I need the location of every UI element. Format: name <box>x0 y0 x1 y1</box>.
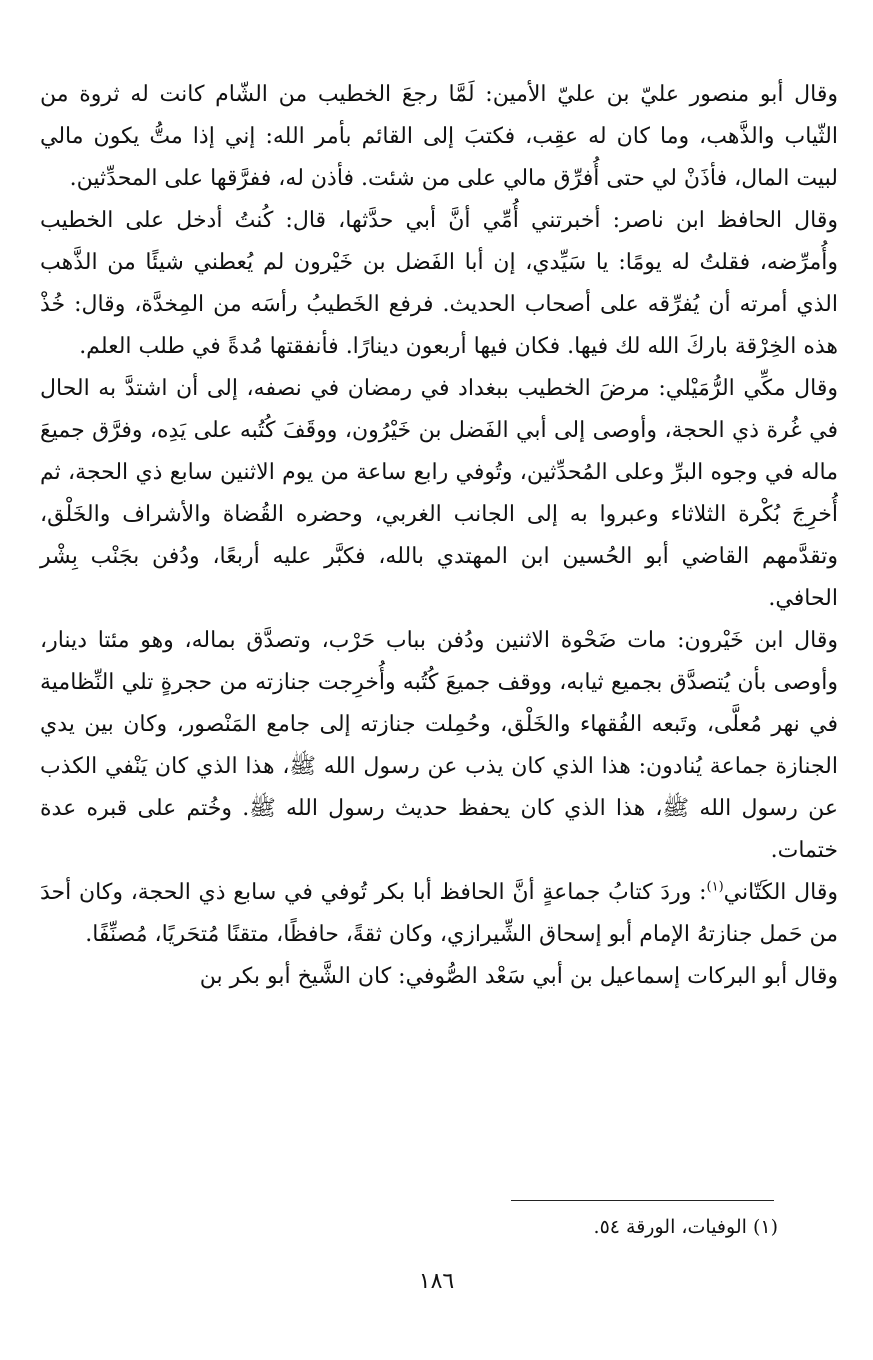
footnote-reference-marker: (١) <box>706 879 724 895</box>
paragraph-5-text-before: وقال الكَتّاني <box>723 880 838 905</box>
main-text-block <box>40 74 838 998</box>
paragraph-4-text: وقال ابن خَيْرون: مات ضَحْوة الاثنين ودُفن بباب حَرْب، وتصدَّق بماله، وهو مئتا دينار، وأوصى بأن يُتصدَّق بجميع ثيابه، ووقف جميعَ كُتُبه وأُخرِجت جنازته من حجرةٍ تلي النِّظامية في نهر مُعلَّى، وتَبعه الفُقهاء والخَلْق، وحُمِلت جنازته إلى جامع المَنْصور، وكان بين يدي الجنازة جماعة يُنادون: هذا الذي كان يذب عن رسول الله ﷺ، هذا الذي كان يَنْفي الكذب عن رسول الله ﷺ، هذا الذي كان يحفظ حديث رسول الله ﷺ. وخُتم على قبره عدة ختمات. <box>40 628 839 863</box>
paragraph-2-text: وقال الحافظ ابن ناصر: أخبرتني أُمِّي أنَّ أبي حدَّثها، قال: كُنتُ أدخل على الخطيب وأُمرِّضه، فقلتُ له يومًا: يا سَيِّدي، إن أبا الفَضل بن خَيْرون لم يُعطني شيئًا من الذَّهب الذي أمرته أن يُفرِّقه على أصحاب الحديث. فرفع الخَطيبُ رأسَه من المِخدَّة، وقال: خُذْ هذه الخِرْقة باركَ الله لك فيها. فكان فيها أربعون دينارًا. فأنفقتها مُدةً في طلب العلم. <box>40 208 838 359</box>
paragraph-1 <box>40 74 838 200</box>
paragraph-5-text-after: : وردَ كتابُ جماعةٍ أنَّ الحافظ أبا بكر تُوفي في سابع ذي الحجة، وكان أحدَ من حَمل جنازتهُ الإمام أبو إسحاق الشِّيرازي، وكان ثقةً، حافظًا، متقنًا مُتحَريًا، مُصنِّفًا. <box>40 880 838 947</box>
paragraph-6 <box>40 956 838 998</box>
paragraph-6-text: وقال أبو البركات إسماعيل بن أبي سَعْد الصُّوفي: كان الشَّيخ أبو بكر بن <box>199 964 838 989</box>
paragraph-5 <box>40 872 838 956</box>
paragraph-4 <box>40 620 838 872</box>
paragraph-1-text: وقال أبو منصور عليّ بن عليّ الأمين: لَمَّا رجعَ الخطيب من الشّام كانت له ثروة من الثّياب والذَّهب، وما كان له عقِب، فكتبَ إلى القائم بأمر الله: إني إذا متُّ يكون مالي لبيت المال، فأذَنْ لي حتى أُفرِّق مالي على من شئت. فأذن له، ففرَّقها على المحدِّثين. <box>40 82 838 191</box>
paragraph-3 <box>40 368 838 620</box>
footnote <box>420 1213 778 1241</box>
paragraph-3-text: وقال مكِّي الرُّمَيْلي: مرضَ الخطيب ببغداد في رمضان في نصفه، إلى أن اشتدَّ به الحال في غُرة ذي الحجة، وأوصى إلى أبي الفَضل بن خَيْرُون، ووقَفَ كُتُبه على يَدِه، وفرَّق جميعَ ماله في وجوه البرِّ وعلى المُحدِّثين، وتُوفي رابع ساعة من يوم الاثنين سابع ذي الحجة، ثم أُخرِجَ بُكْرة الثلاثاء وعبروا به إلى الجانب الغربي، وحضره القُضاة والأشراف والخَلْق، وتقدَّمهم القاضي أبو الحُسين ابن المهتدي بالله، فكبَّر عليه أربعًا، ودُفن بجَنْب بِشْر الحافي. <box>40 376 838 611</box>
paragraph-2 <box>40 200 838 368</box>
footnote-separator-line <box>511 1200 774 1201</box>
footnote-text: (١) الوفيات، الورقة ٥٤. <box>593 1216 778 1238</box>
page-number: ١٨٦ <box>418 1269 455 1294</box>
